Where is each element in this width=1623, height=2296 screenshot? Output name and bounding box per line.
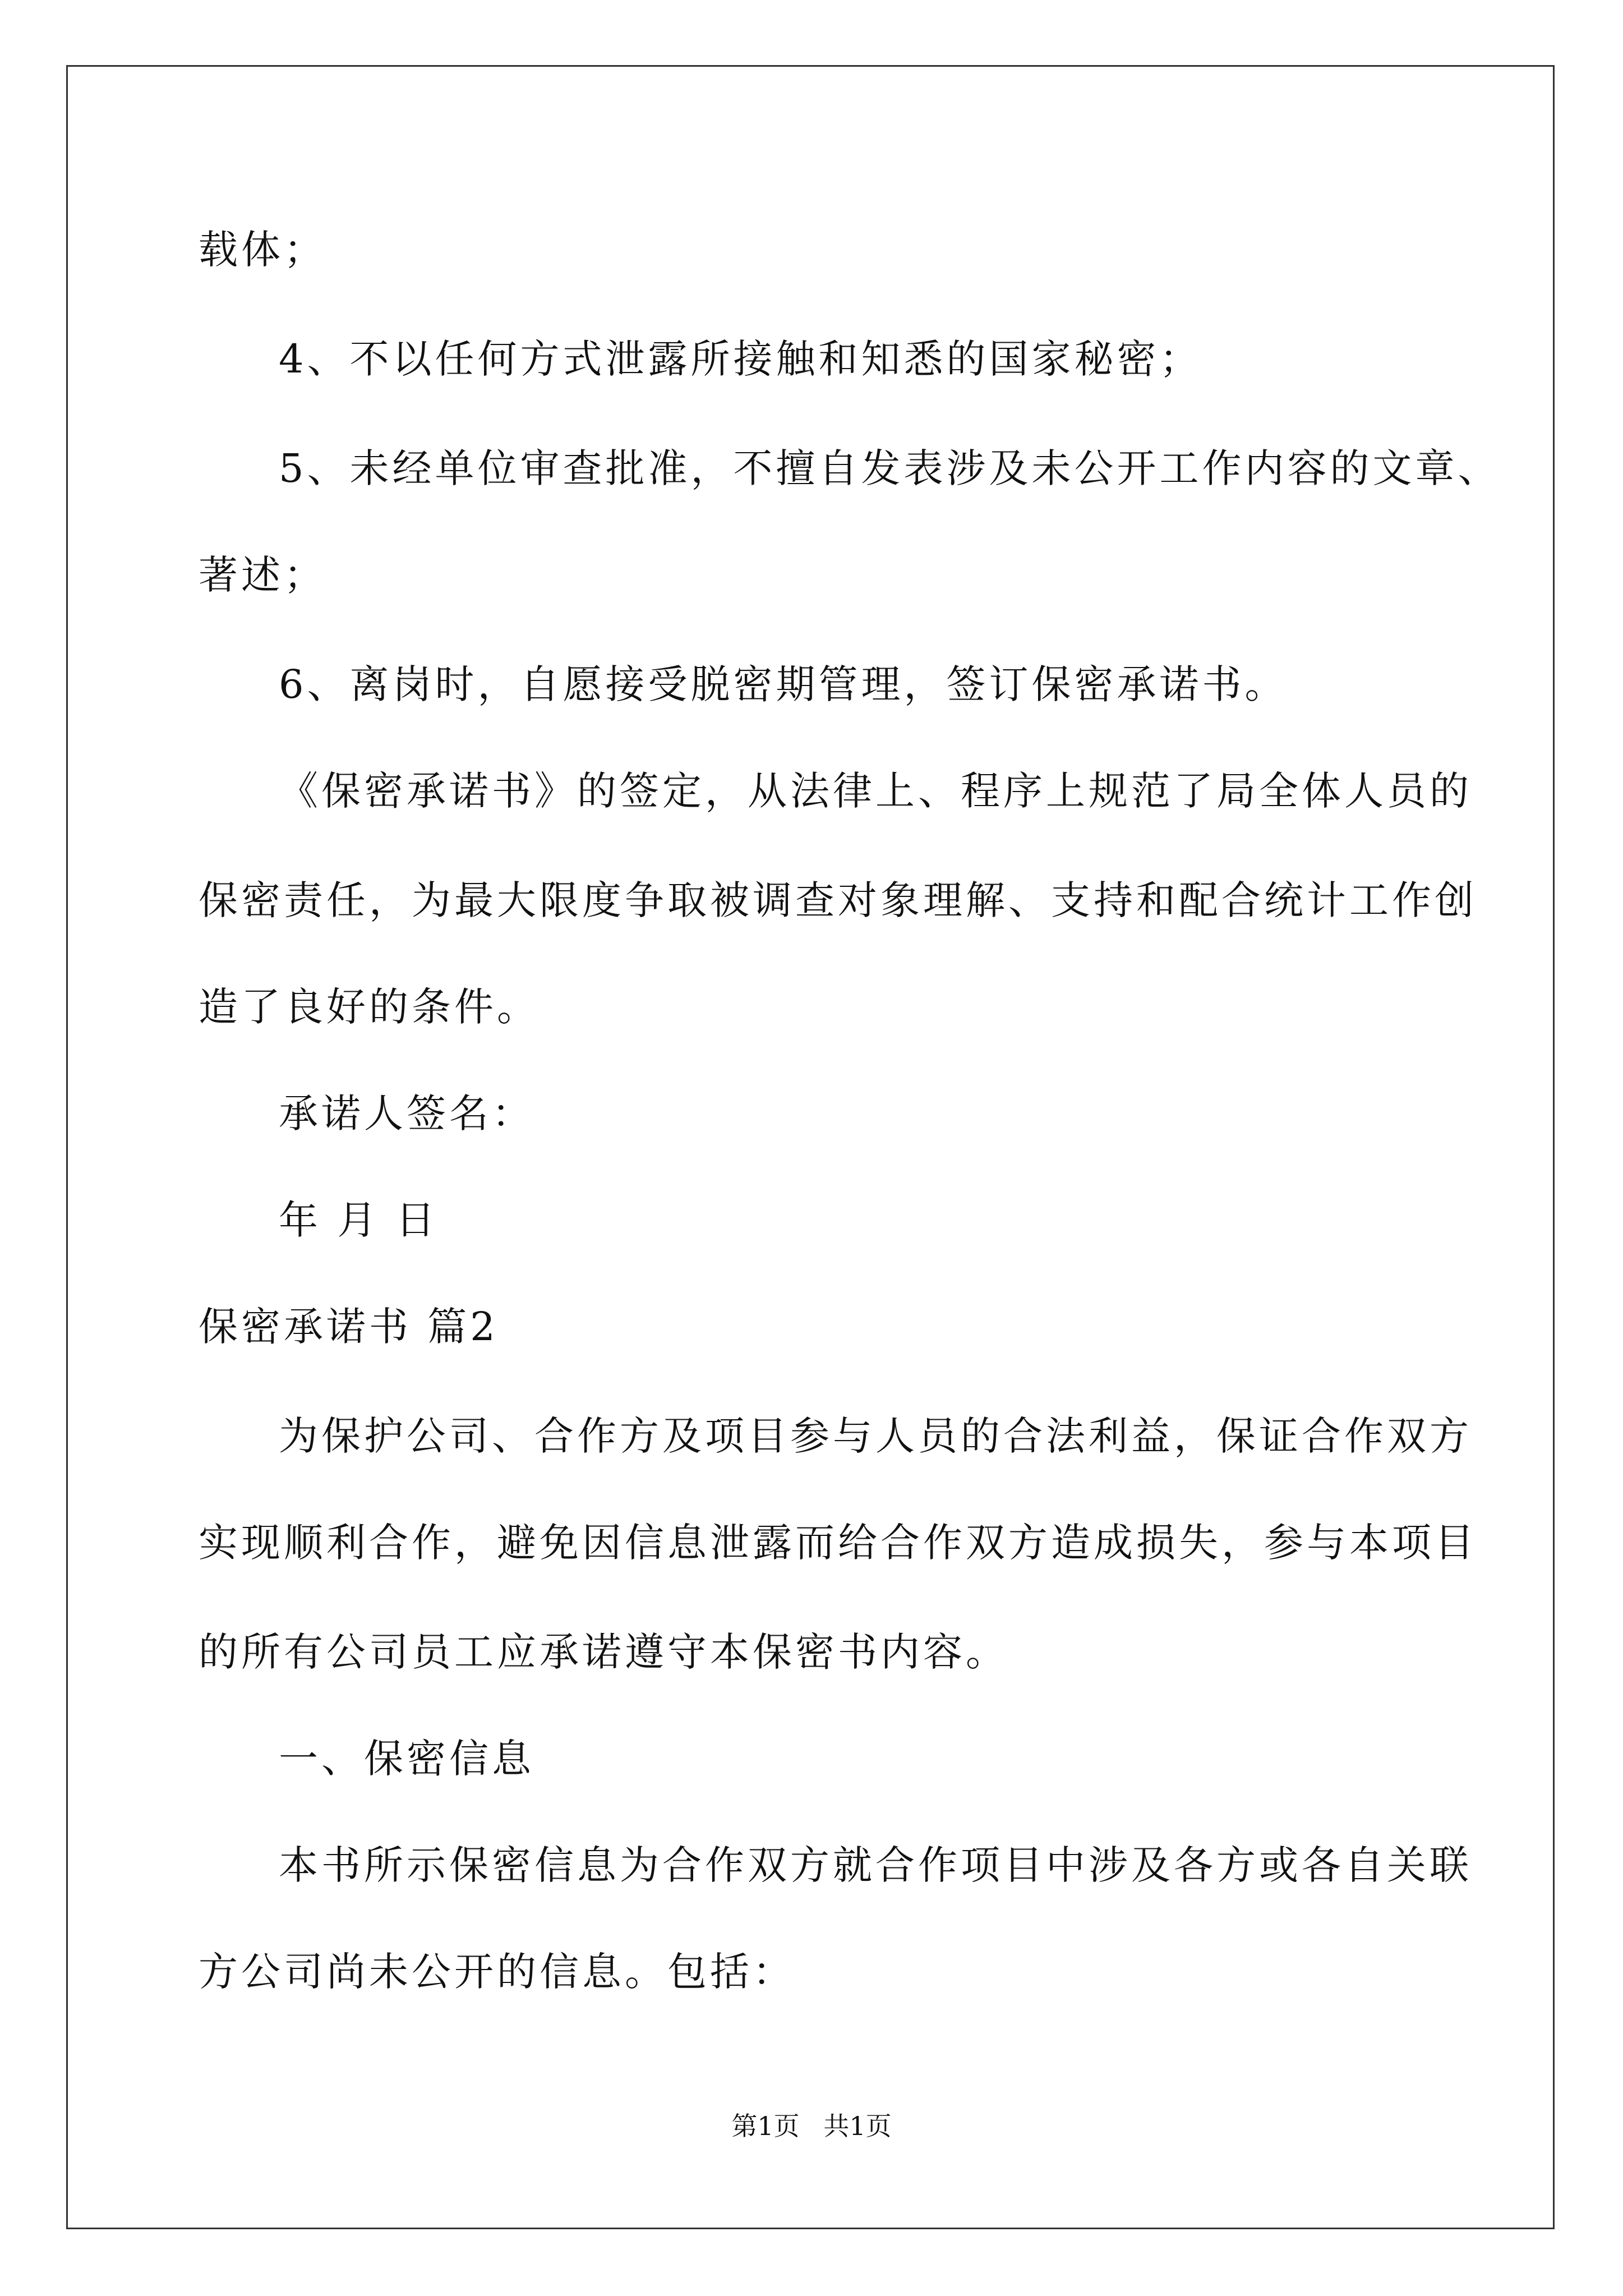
page-number: 第1页 — [731, 2111, 800, 2141]
body-line: 著述； — [199, 552, 326, 598]
body-line: 载体； — [199, 227, 326, 273]
body-line: 保密责任，为最大限度争取被调查对象理解、支持和配合统计工作创 — [199, 877, 1477, 923]
body-line: 《保密承诺书》的签定，从法律上、程序上规范了局全体人员的 — [279, 768, 1472, 814]
body-line: 实现顺利合作，避免因信息泄露而给合作双方造成损失，参与本项目 — [199, 1520, 1477, 1566]
section-heading: 保密承诺书 篇2 — [199, 1304, 499, 1350]
body-line: 5、未经单位审查批准，不擅自发表涉及未公开工作内容的文章、 — [279, 445, 1501, 491]
body-line: 本书所示保密信息为合作双方就合作项目中涉及各方或各自关联 — [279, 1842, 1472, 1888]
body-line: 为保护公司、合作方及项目参与人员的合法利益，保证合作双方 — [279, 1413, 1472, 1459]
date-line: 年 月 日 — [279, 1197, 439, 1243]
body-line: 的所有公司员工应承诺遵守本保密书内容。 — [199, 1629, 1008, 1675]
body-line: 4、不以任何方式泄露所接触和知悉的国家秘密； — [279, 336, 1202, 382]
page-footer — [0, 2109, 1623, 2143]
body-line: 造了良好的条件。 — [199, 984, 540, 1030]
page-total: 共1页 — [823, 2111, 892, 2141]
signature-label: 承诺人签名： — [279, 1091, 534, 1137]
body-line: 6、离岗时，自愿接受脱密期管理，签订保密承诺书。 — [279, 661, 1288, 707]
subsection-heading: 一、保密信息 — [279, 1736, 534, 1782]
page-border — [66, 65, 1555, 2229]
body-line: 方公司尚未公开的信息。包括： — [199, 1949, 795, 1995]
